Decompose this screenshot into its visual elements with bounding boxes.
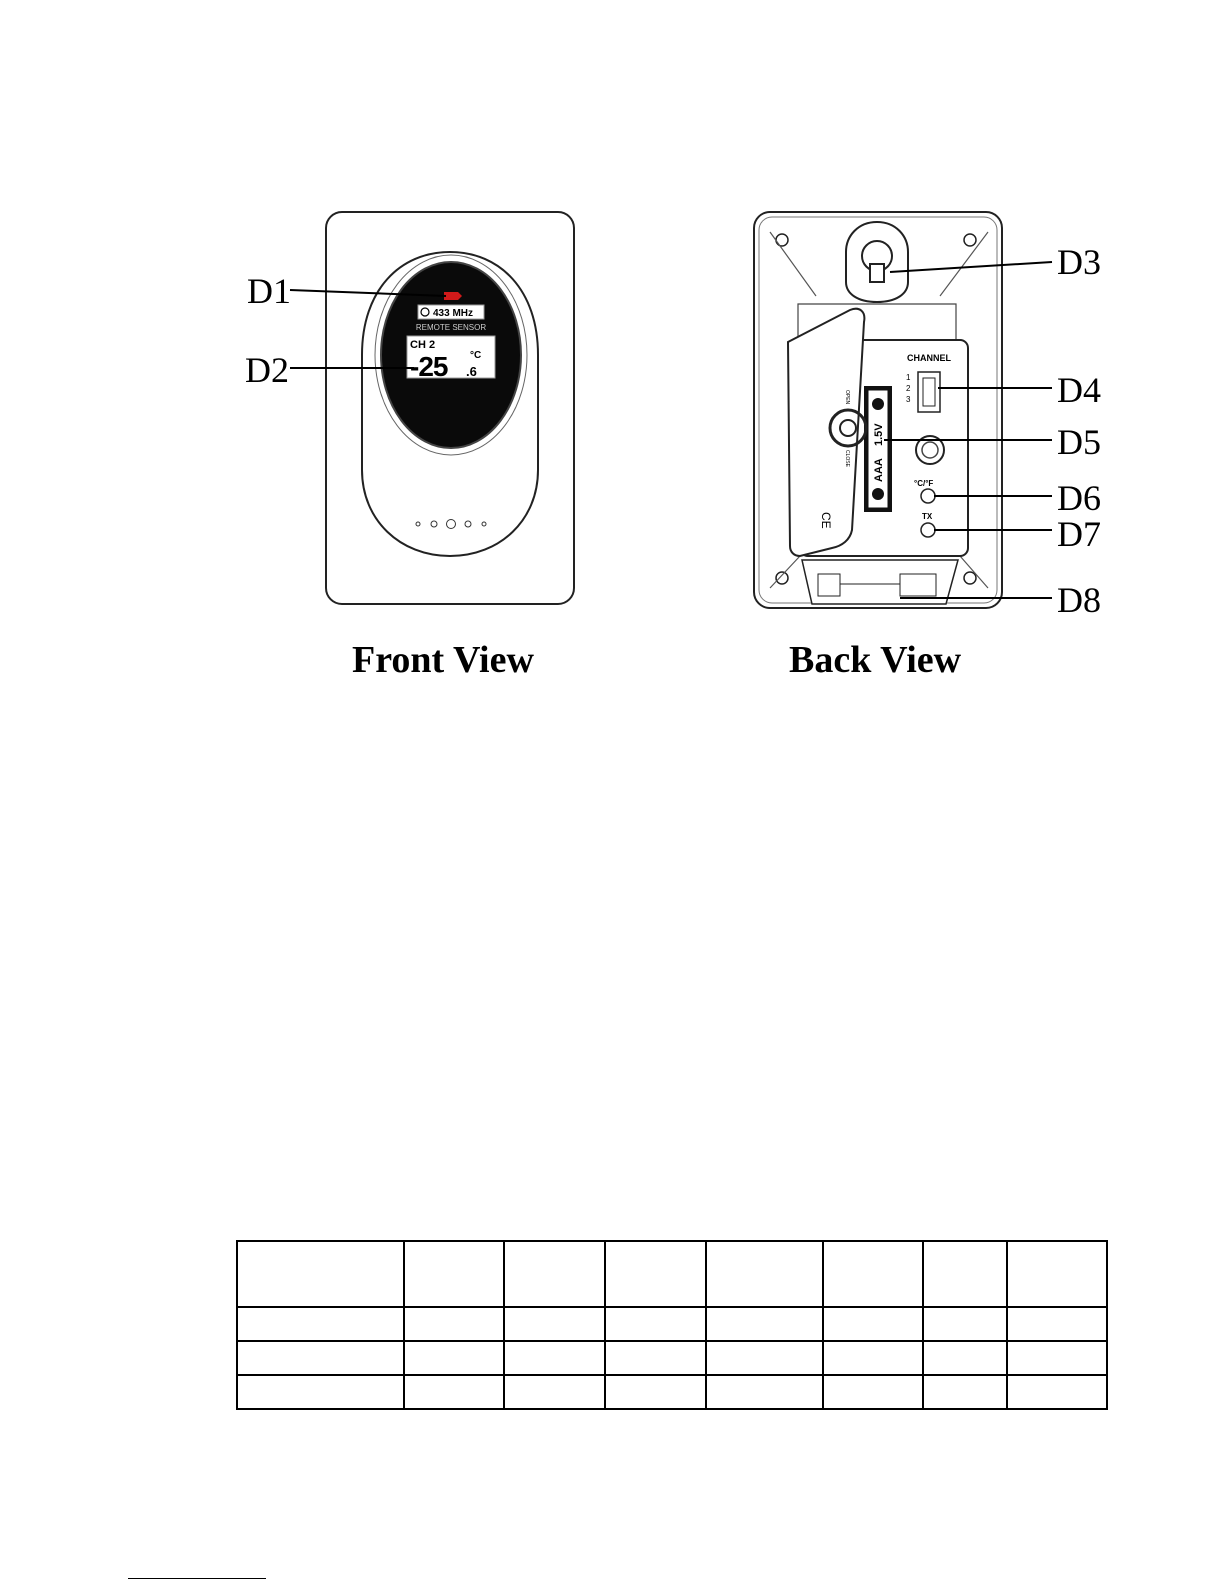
- footnote-rule: [128, 1578, 266, 1579]
- table-cell: [823, 1307, 923, 1341]
- callout-d2: D2: [245, 350, 289, 390]
- ce-mark: CE: [819, 512, 833, 529]
- frequency-badge: 433 MHz: [433, 308, 474, 319]
- table-cell: [605, 1241, 706, 1307]
- battery-voltage: 1.5V: [873, 423, 885, 446]
- table-cell: [504, 1307, 605, 1341]
- tx-button-label: TX: [922, 512, 933, 521]
- table-cell: [706, 1341, 823, 1375]
- front-view-caption: Front View: [352, 639, 534, 681]
- table-cell: [1007, 1375, 1107, 1409]
- table-cell: [1007, 1341, 1107, 1375]
- table-header-row: [237, 1241, 1107, 1307]
- table-cell: [823, 1341, 923, 1375]
- table-cell: [404, 1375, 504, 1409]
- device-label: REMOTE SENSOR: [415, 323, 487, 332]
- table-cell: [237, 1375, 404, 1409]
- table-cell: [504, 1341, 605, 1375]
- callout-d1: D1: [247, 271, 291, 311]
- table-cell: [923, 1307, 1007, 1341]
- cover-open-label: OPEN: [844, 390, 850, 405]
- table-cell: [706, 1241, 823, 1307]
- table-row: [237, 1307, 1107, 1341]
- spec-table: [236, 1240, 1108, 1410]
- callout-d5: D5: [1057, 422, 1101, 462]
- lcd-channel: CH 2: [410, 339, 436, 351]
- back-view-illustration: [0, 0, 1225, 700]
- table-cell: [404, 1241, 504, 1307]
- callout-d6: D6: [1057, 478, 1101, 518]
- back-view-caption: Back View: [789, 639, 962, 681]
- lcd-unit: °C: [470, 350, 482, 361]
- callout-d3: D3: [1057, 242, 1101, 282]
- table-cell: [923, 1341, 1007, 1375]
- lcd-decimal: .6: [466, 364, 477, 379]
- table-cell: [504, 1375, 605, 1409]
- table-cell: [923, 1241, 1007, 1307]
- lcd-temperature: -25: [410, 351, 448, 382]
- table-cell: [504, 1241, 605, 1307]
- table-cell: [404, 1341, 504, 1375]
- channel-option-3: 3: [906, 395, 911, 404]
- table-cell: [237, 1341, 404, 1375]
- table-cell: [237, 1241, 404, 1307]
- cover-close-label: CLOSE: [844, 450, 850, 467]
- table-cell: [605, 1375, 706, 1409]
- table-cell: [706, 1307, 823, 1341]
- battery-type: AAA: [873, 458, 885, 482]
- table-cell: [404, 1307, 504, 1341]
- table-cell: [1007, 1307, 1107, 1341]
- table-cell: [823, 1241, 923, 1307]
- table-cell: [823, 1375, 923, 1409]
- channel-option-1: 1: [906, 373, 911, 382]
- table-cell: [237, 1307, 404, 1341]
- channel-option-2: 2: [906, 384, 911, 393]
- unit-button-label: °C/°F: [914, 479, 934, 488]
- table-row: [237, 1375, 1107, 1409]
- channel-title: CHANNEL: [907, 353, 951, 363]
- callout-d8: D8: [1057, 580, 1101, 620]
- callout-d4: D4: [1057, 370, 1101, 410]
- table-cell: [605, 1341, 706, 1375]
- table-cell: [605, 1307, 706, 1341]
- table-cell: [923, 1375, 1007, 1409]
- table-row: [237, 1341, 1107, 1375]
- tx-button: [921, 523, 935, 537]
- table-cell: [1007, 1241, 1107, 1307]
- unit-button: [921, 489, 935, 503]
- callout-d7: D7: [1057, 514, 1101, 554]
- table-cell: [706, 1375, 823, 1409]
